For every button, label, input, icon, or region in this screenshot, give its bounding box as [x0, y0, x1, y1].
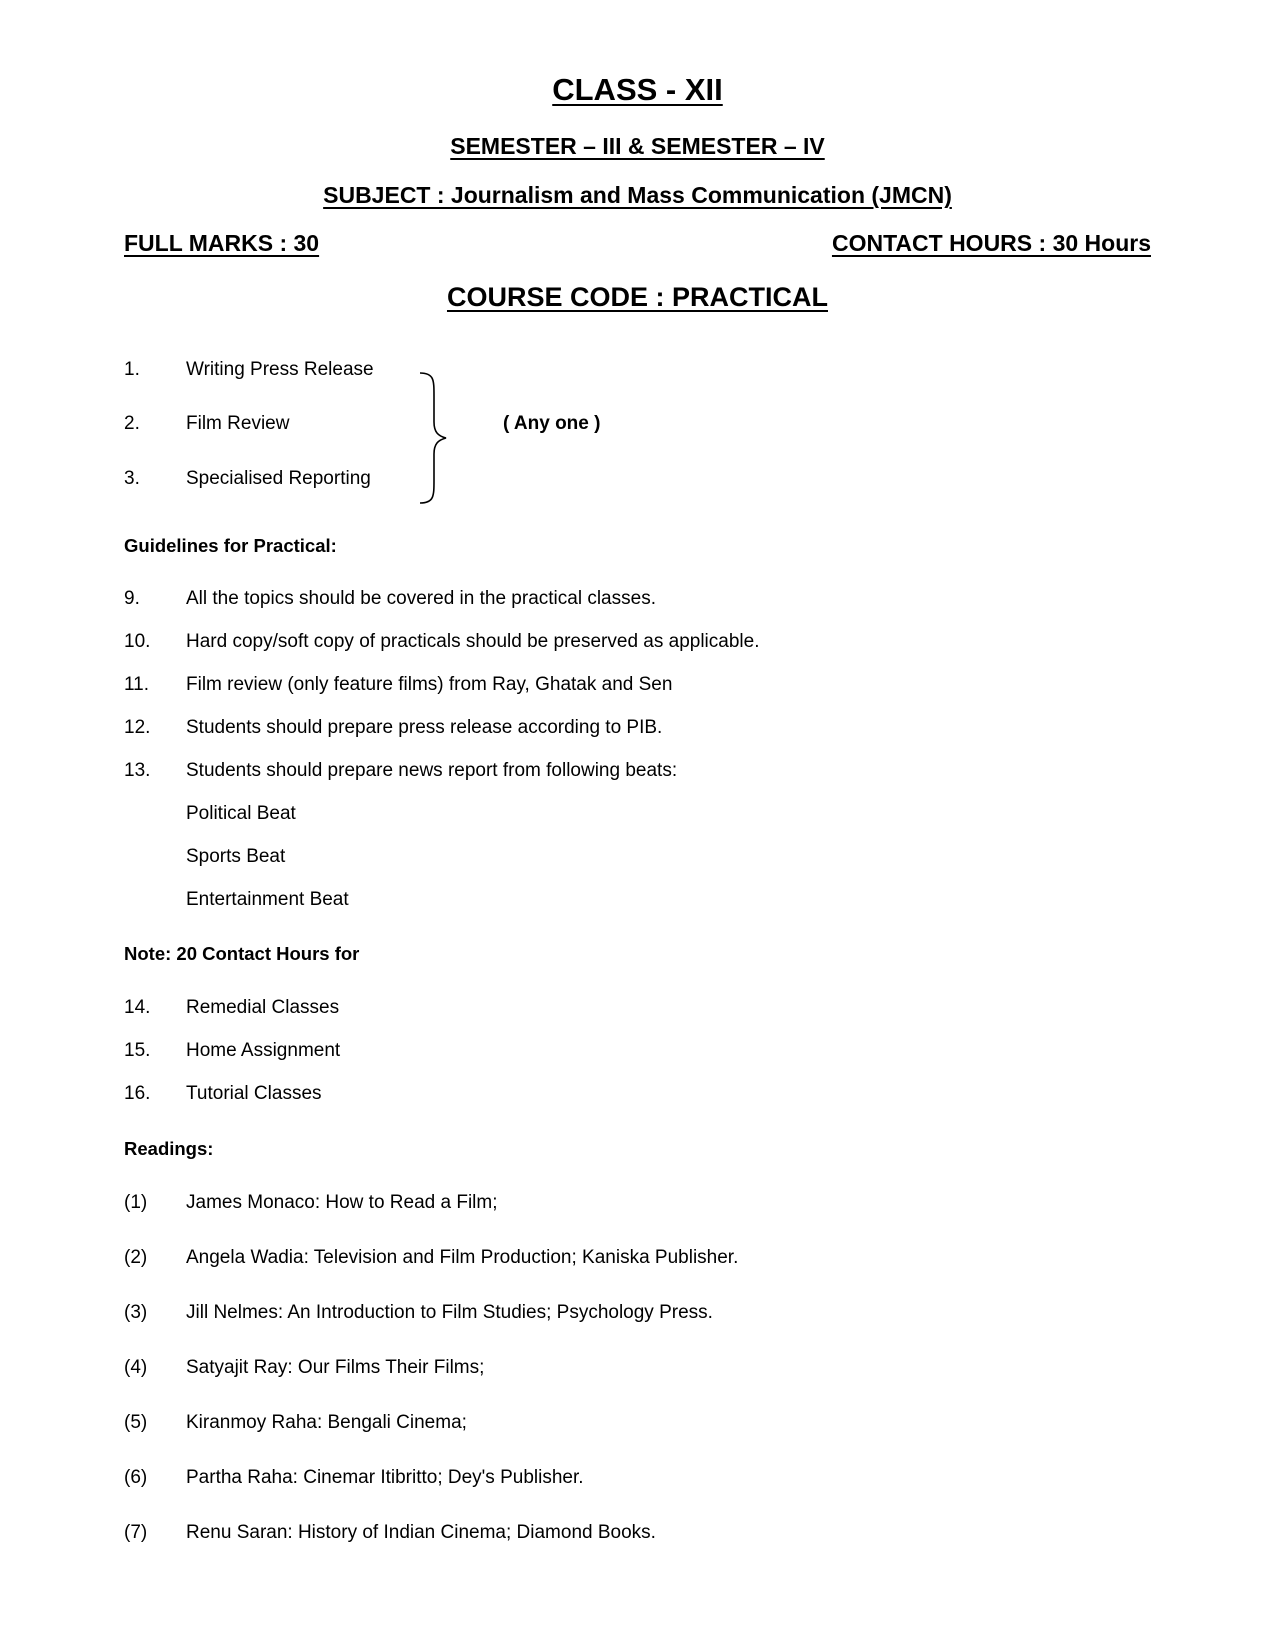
beat-item: Political Beat	[186, 803, 296, 824]
any-one-note: ( Any one )	[503, 413, 601, 434]
list-item-number: 2.	[124, 413, 140, 434]
beat-item: Entertainment Beat	[186, 889, 349, 910]
list-item-number: 1.	[124, 359, 140, 380]
list-item-number: 10.	[124, 631, 151, 652]
subject-heading	[0, 182, 1275, 209]
note-heading: Note: 20 Contact Hours for	[124, 943, 360, 964]
reading-number: (7)	[124, 1522, 148, 1543]
semester-heading	[0, 133, 1275, 160]
subject-text: SUBJECT : Journalism and Mass Communication (JMCN)	[323, 182, 952, 208]
class-title: CLASS - XII	[552, 72, 723, 107]
full-marks-text: FULL MARKS : 30	[124, 230, 320, 256]
reading-item: Kiranmoy Raha: Bengali Cinema;	[186, 1412, 467, 1433]
list-item-number: 14.	[124, 997, 151, 1018]
list-item: Tutorial Classes	[186, 1083, 322, 1104]
list-item-number: 15.	[124, 1040, 151, 1061]
reading-item: James Monaco: How to Read a Film;	[186, 1192, 498, 1213]
reading-item: Satyajit Ray: Our Films Their Films;	[186, 1357, 485, 1378]
list-item-number: 13.	[124, 760, 151, 781]
reading-item: Renu Saran: History of Indian Cinema; Diamond Books.	[186, 1522, 656, 1543]
semester-text: SEMESTER – III & SEMESTER – IV	[450, 133, 825, 159]
full-marks	[124, 230, 319, 257]
contact-hours	[832, 230, 1151, 257]
reading-number: (1)	[124, 1192, 148, 1213]
contact-hours-text: CONTACT HOURS : 30 Hours	[831, 230, 1151, 256]
list-item: Students should prepare news report from following beats:	[186, 760, 678, 781]
guidelines-heading: Guidelines for Practical:	[124, 535, 337, 556]
list-item: Film Review	[186, 413, 290, 434]
reading-number: (3)	[124, 1302, 148, 1323]
course-code	[0, 282, 1275, 313]
beat-item: Sports Beat	[186, 846, 286, 867]
list-item: Specialised Reporting	[186, 468, 371, 489]
list-item: Film review (only feature films) from Ray, Ghatak and Sen	[186, 674, 673, 695]
list-item: Writing Press Release	[186, 359, 374, 380]
list-item: Home Assignment	[186, 1040, 341, 1061]
readings-heading: Readings:	[124, 1138, 214, 1159]
curly-brace-icon	[412, 370, 452, 510]
reading-item: Jill Nelmes: An Introduction to Film Studies; Psychology Press.	[186, 1302, 713, 1323]
list-item: All the topics should be covered in the practical classes.	[186, 588, 656, 609]
reading-number: (4)	[124, 1357, 148, 1378]
page-title	[0, 72, 1275, 108]
reading-item: Angela Wadia: Television and Film Production; Kaniska Publisher.	[186, 1247, 739, 1268]
list-item: Hard copy/soft copy of practicals should be preserved as applicable.	[186, 631, 760, 652]
list-item: Students should prepare press release according to PIB.	[186, 717, 663, 738]
list-item-number: 3.	[124, 468, 140, 489]
reading-item: Partha Raha: Cinemar Itibritto; Dey's Publisher.	[186, 1467, 584, 1488]
list-item: Remedial Classes	[186, 997, 340, 1018]
reading-number: (6)	[124, 1467, 148, 1488]
list-item-number: 16.	[124, 1083, 151, 1104]
list-item-number: 11.	[124, 674, 150, 695]
list-item-number: 9.	[124, 588, 140, 609]
reading-number: (2)	[124, 1247, 148, 1268]
list-item-number: 12.	[124, 717, 151, 738]
reading-number: (5)	[124, 1412, 148, 1433]
course-code-text: COURSE CODE : PRACTICAL	[446, 282, 828, 312]
